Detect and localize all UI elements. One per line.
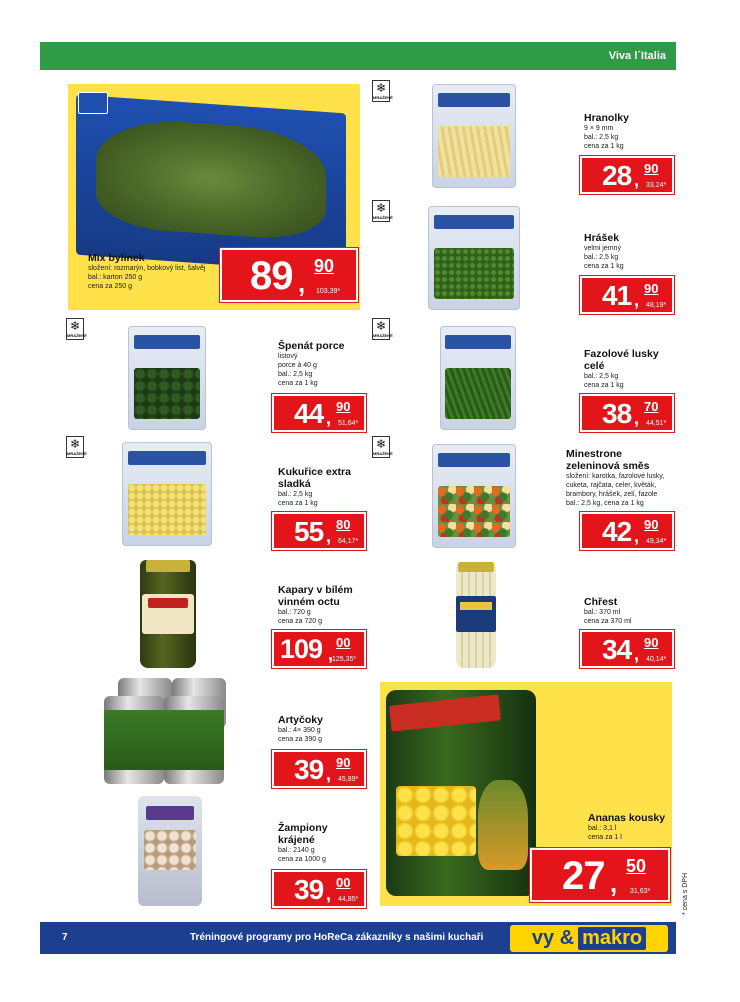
product-detail: cena za 390 g — [278, 736, 322, 743]
price-main: 28 — [602, 160, 632, 191]
price-main: 89 — [250, 254, 293, 298]
price-with-vat: 64,17* — [338, 538, 359, 545]
price-comma: , — [634, 526, 640, 546]
price-tag — [272, 630, 366, 668]
product-name: Špenát porce — [278, 340, 345, 352]
product-detail: bal.: 2,5 kg — [584, 134, 619, 141]
product-name: Ananas kousky — [588, 812, 666, 824]
price-tag — [272, 512, 366, 550]
product-green-beans-info — [584, 348, 680, 390]
price-comma: , — [326, 526, 332, 546]
section-header-bar — [40, 42, 676, 70]
price-tag — [580, 394, 674, 432]
price-tag — [272, 750, 366, 788]
frozen-snowflake-icon: ❄ MRAŽENÉ — [373, 81, 393, 100]
price-decimal: 90 — [644, 517, 659, 532]
product-pineapple-info — [588, 812, 674, 842]
product-artichokes-info — [278, 714, 374, 744]
product-name: Artyčoky — [278, 714, 323, 726]
product-detail: cena za 1 l — [588, 834, 622, 841]
minestrone-bag-image — [432, 444, 516, 548]
price-tag — [272, 394, 366, 432]
peas-bag-image — [428, 206, 520, 310]
product-name: Žampiony krájené — [278, 822, 328, 846]
price-comma: , — [634, 644, 640, 664]
price-comma: , — [298, 268, 306, 298]
price-decimal: 90 — [644, 281, 659, 296]
product-fries-info — [584, 112, 680, 151]
product-detail: cena za 370 ml — [584, 618, 632, 625]
vat-footnote: * cena s DPH — [682, 872, 689, 915]
product-detail: bal.: 2,5 kg — [584, 373, 619, 380]
product-detail: brambory, hrášek, zelí, fazole — [566, 491, 658, 498]
product-detail: cena za 1000 g — [278, 856, 326, 863]
price-main: 39 — [294, 874, 324, 905]
pineapple-can-image — [386, 690, 536, 896]
frozen-snowflake-icon: ❄ MRAŽENÉ — [67, 437, 87, 456]
price-main: 27 — [562, 854, 605, 898]
price-comma: , — [326, 764, 332, 784]
price-comma: , — [326, 408, 332, 428]
page-number: 7 — [62, 932, 68, 943]
section-title: Viva l´Italia — [608, 50, 666, 62]
price-with-vat: 51,64* — [338, 420, 359, 427]
product-detail: bal.: karton 250 g — [88, 274, 143, 281]
price-with-vat: 44,85* — [338, 896, 359, 903]
product-detail: cena za 1 kg — [278, 500, 318, 507]
price-with-vat: 48,19* — [646, 302, 667, 309]
price-with-vat: 103,39* — [316, 288, 341, 295]
horeca-badge — [78, 92, 108, 114]
green-beans-bag-image — [440, 326, 516, 430]
product-name: Chřest — [584, 596, 618, 608]
product-detail: listový — [278, 353, 298, 360]
product-detail: porce à 40 g — [278, 362, 317, 369]
price-comma: , — [634, 170, 640, 190]
price-comma: , — [634, 290, 640, 310]
price-comma: , — [610, 868, 618, 898]
product-name: Kapary v bílém vinném octu — [278, 584, 353, 608]
logo-text-right: makro — [578, 927, 646, 950]
frozen-snowflake-icon: ❄ MRAŽENÉ — [67, 319, 87, 338]
herbs-box-image — [76, 95, 346, 274]
price-main: 42 — [602, 516, 632, 547]
price-tag — [530, 848, 670, 902]
product-peas-info — [584, 232, 680, 271]
product-detail: cena za 250 g — [88, 283, 132, 290]
product-detail: cuketa, rajčata, celer, květák, — [566, 482, 657, 489]
product-detail: bal.: 2,5 kg — [278, 491, 313, 498]
product-detail: bal.: 370 ml — [584, 609, 621, 616]
price-tag — [272, 870, 366, 908]
product-detail: velmi jemný — [584, 245, 621, 252]
product-name: Minestrone zeleninová směs — [566, 448, 650, 472]
product-detail: cena za 1 kg — [584, 382, 624, 389]
product-name: Kukuřice extra sladká — [278, 466, 351, 490]
price-decimal: 00 — [336, 875, 351, 890]
price-main: 34 — [602, 634, 632, 665]
price-tag — [580, 276, 674, 314]
product-name: Hrášek — [584, 232, 620, 244]
product-corn-info — [278, 466, 374, 508]
product-detail: bal.: 3,1 l — [588, 825, 617, 832]
makro-logo — [510, 925, 668, 952]
product-spinach-info — [278, 340, 374, 388]
price-decimal: 90 — [644, 161, 659, 176]
corn-bag-image — [122, 442, 212, 546]
spinach-bag-image — [128, 326, 206, 430]
price-with-vat: 49,34* — [646, 538, 667, 545]
product-detail: cena za 720 g — [278, 618, 322, 625]
footer-text: Tréningové programy pro HoReCa zákazníky s našimi kuchaři — [190, 932, 484, 943]
price-decimal: 50 — [626, 856, 647, 876]
artichoke-cans-image — [104, 678, 228, 784]
product-name: Fazolové lusky celé — [584, 348, 659, 372]
product-name: Mix bylinek — [88, 252, 145, 264]
capers-jar-image — [140, 560, 196, 668]
product-detail: cena za 1 kg — [584, 143, 624, 150]
price-main: 38 — [602, 398, 632, 429]
product-detail: cena za 1 kg — [278, 380, 318, 387]
price-comma: , — [326, 884, 332, 904]
frozen-snowflake-icon: ❄ MRAŽENÉ — [373, 437, 393, 456]
frozen-snowflake-icon: ❄ MRAŽENÉ — [373, 319, 393, 338]
product-detail: složení: rozmarýn, bobkový list, šalvěj — [88, 265, 206, 272]
price-decimal: 90 — [644, 635, 659, 650]
product-detail: bal.: 2,5 kg, cena za 1 kg — [566, 500, 644, 507]
price-decimal: 90 — [336, 755, 351, 770]
logo-text-left: vy & — [531, 927, 575, 949]
product-detail: bal.: 2140 g — [278, 847, 315, 854]
price-tag — [580, 156, 674, 194]
price-with-vat: 44,51* — [646, 420, 667, 427]
product-detail: bal.: 720 g — [278, 609, 311, 616]
product-detail: bal.: 2,5 kg — [584, 254, 619, 261]
product-detail: bal.: 2,5 kg — [278, 371, 313, 378]
frozen-snowflake-icon: ❄ MRAŽENÉ — [373, 201, 393, 220]
product-detail: bal.: 4× 390 g — [278, 727, 321, 734]
product-name: Hranolky — [584, 112, 629, 124]
product-minestrone-info — [566, 448, 690, 508]
price-decimal: 70 — [644, 399, 659, 414]
price-comma: , — [634, 408, 640, 428]
product-asparagus-info — [584, 596, 680, 626]
price-main: 55 — [294, 516, 324, 547]
mushrooms-pouch-image — [138, 796, 202, 906]
price-with-vat: 125,35* — [332, 656, 357, 663]
price-with-vat: 45,89* — [338, 776, 359, 783]
price-comma: , — [328, 644, 334, 664]
product-detail: složení: karotka, fazolové lusky, — [566, 473, 665, 480]
product-mushrooms-info — [278, 822, 374, 864]
price-main: 109 — [280, 634, 323, 664]
fries-bag-image — [432, 84, 516, 188]
footer-bar — [40, 922, 676, 954]
product-detail: 9 × 9 mm — [584, 125, 614, 132]
price-decimal: 00 — [336, 635, 351, 650]
price-decimal: 90 — [314, 256, 335, 276]
price-with-vat: 40,14* — [646, 656, 667, 663]
product-capers-info — [278, 584, 374, 626]
asparagus-jar-image — [456, 562, 496, 668]
price-tag — [580, 630, 674, 668]
price-main: 39 — [294, 754, 324, 785]
price-with-vat: 31,63* — [630, 888, 651, 895]
price-main: 44 — [294, 398, 324, 429]
price-main: 41 — [602, 280, 632, 311]
price-tag — [220, 248, 358, 302]
price-tag — [580, 512, 674, 550]
price-decimal: 90 — [336, 399, 351, 414]
product-detail: cena za 1 kg — [584, 263, 624, 270]
price-decimal: 80 — [336, 517, 351, 532]
price-with-vat: 33,24* — [646, 182, 667, 189]
